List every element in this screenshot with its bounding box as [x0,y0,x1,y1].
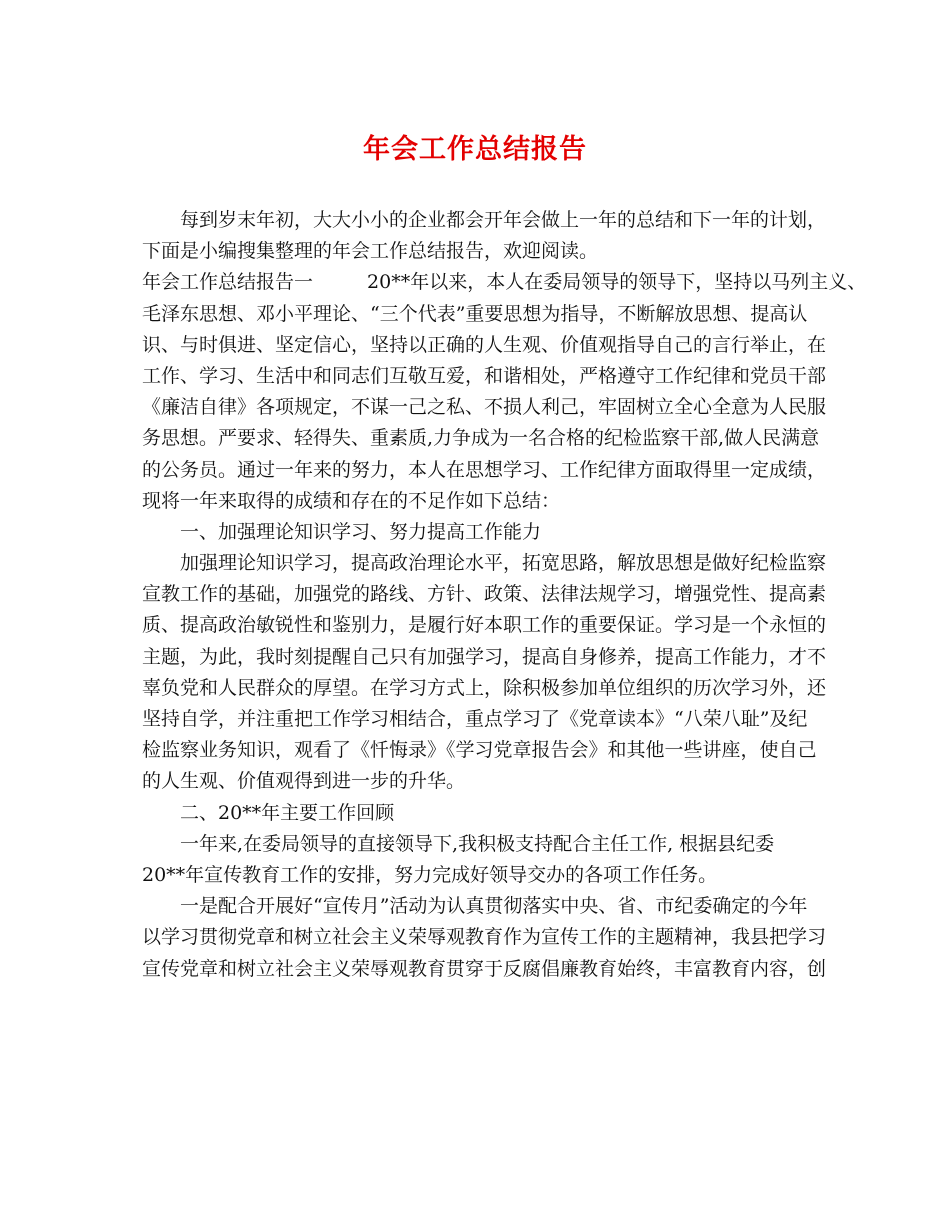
body-line: 一年来,在委局领导的直接领导下,我积极支持配合主任工作, 根据县纪委 [180,832,775,855]
intro-line-2: 下面是小编搜集整理的年会工作总结报告，欢迎阅读。 [142,240,599,263]
intro-line-1: 每到岁末年初，大大小小的企业都会开年会做上一年的总结和下一年的计划， [180,209,827,231]
report-one-opening: 20**年以来，本人在委局领导的领导下，坚持以马列主义、 [367,271,867,294]
report-one-first-line [142,267,867,298]
body-line: 现将一年来取得的成绩和存在的不足作如下总结： [142,489,561,512]
document-title: 年会工作总结报告 [363,134,587,165]
body-line: 一是配合开展好“宣传月”活动为认真贯彻落实中央、省、市纪委确定的今年 [180,895,808,918]
body-line: 的公务员。通过一年来的努力，本人在思想学习、工作纪律方面取得里一定成绩， [142,458,827,481]
body-line: 加强理论知识学习，提高政治理论水平，拓宽思路，解放思想是做好纪检监察 [180,552,827,575]
body-line: 辜负党和人民群众的厚望。在学习方式上，除积极参加单位组织的历次学习外，还 [142,676,827,699]
section-heading-2: 二、20**年主要工作回顾 [180,801,395,824]
report-label: 年会工作总结报告一 [142,271,314,294]
body-line: 务思想。严要求、轻得失、重素质,力争成为一名合格的纪检监察干部,做人民满意 [142,427,820,450]
body-line: 以学习贯彻党章和树立社会主义荣辱观教育作为宣传工作的主题精神，我县把学习 [142,926,827,949]
body-line: 毛泽东思想、邓小平理论、“三个代表”重要思想为指导，不断解放思想、提高认 [142,302,808,325]
body-line: 检监察业务知识，观看了《忏悔录》《学习党章报告会》和其他一些讲座，使自己 [142,739,817,762]
body-line: 20**年宣传教育工作的安排，努力完成好领导交办的各项工作任务。 [142,863,718,886]
body-line: 工作、学习、生活中和同志们互敬互爱，和谐相处，严格遵守工作纪律和党员干部 [142,364,827,387]
body-line: 识、与时俱进、坚定信心，坚持以正确的人生观、价值观指导自己的言行举止，在 [142,333,827,356]
body-line: 质、提高政治敏锐性和鉴别力，是履行好本职工作的重要保证。学习是一个永恒的 [142,614,827,637]
body-line: 的人生观、价值观得到进一步的升华。 [142,770,466,793]
document-body [142,205,867,985]
body-line: 《廉洁自律》各项规定，不谋一己之私、不损人利己，牢固树立全心全意为人民服 [142,396,827,419]
body-line: 主题，为此，我时刻提醒自己只有加强学习，提高自身修养，提高工作能力，才不 [142,645,827,668]
body-line: 坚持自学，并注重把工作学习相结合，重点学习了《党章读本》“八荣八耻”及纪 [142,708,808,730]
body-line: 宣教工作的基础，加强党的路线、方针、政策、法律法规学习，增强党性、提高素 [142,583,827,606]
body-line: 宣传党章和树立社会主义荣辱观教育贯穿于反腐倡廉教育始终，丰富教育内容，创 [142,957,827,980]
section-heading-1: 一、加强理论知识学习、努力提高工作能力 [180,520,542,543]
